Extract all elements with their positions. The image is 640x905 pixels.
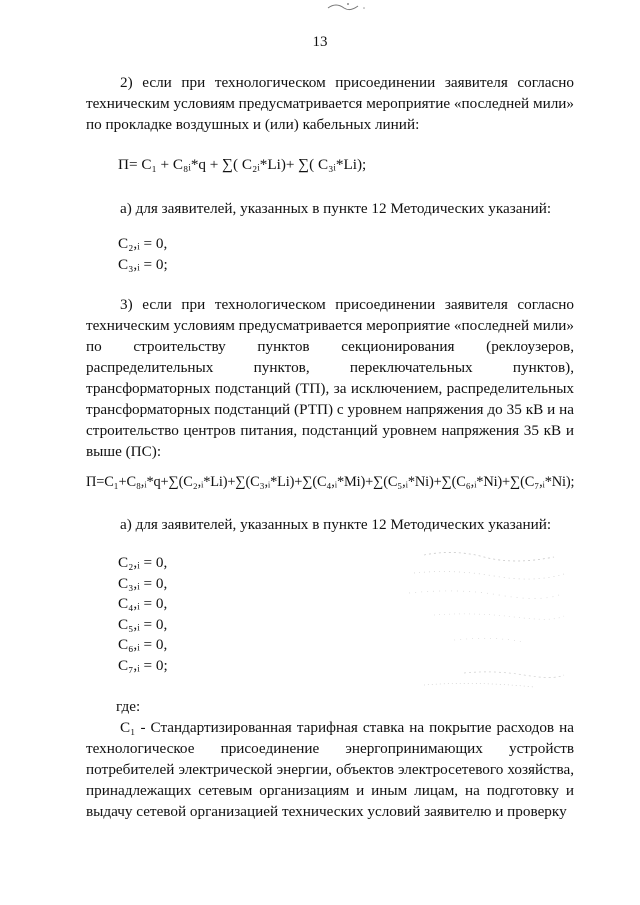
item2-equalities bbox=[118, 234, 168, 275]
item3-formula: П=C₁+C₈,ᵢ*q+∑(C₂,ᵢ*Li)+∑(C₃,ᵢ*Li)+∑(C₄,ᵢ*Mi)+∑(C₅,ᵢ*Ni)+∑(C₆,ᵢ*Ni)+∑(C₇,ᵢ*Ni); bbox=[86, 474, 575, 490]
item3-equality: C₇,ᵢ = 0; bbox=[118, 656, 168, 674]
item3-paragraph: 3) если при технологическом присоединении заявителя согласно техническим условиям предусматривается мероприятие «последней мили» по строительству пунктов секционирования (реклоузеров, распределительных пунктов, переключательных пунктов), трансформаторных подстанций (ТП), за исключением, распределительных трансформаторных подстанций (РТП) с уровнем напряжения до 35 кВ и на строительство центров питания, подстанций уровнем напряжения 35 кВ и выше (ПС): bbox=[86, 296, 574, 460]
item3-equality: C₃,ᵢ = 0, bbox=[118, 574, 168, 592]
stamp-artifact bbox=[404, 545, 574, 695]
item3-equality: C₅,ᵢ = 0, bbox=[118, 615, 168, 633]
scan-artifact-mark bbox=[318, 0, 378, 22]
item2-formula: П= C₁ + C₈ᵢ*q + ∑( C₂ᵢ*Li)+ ∑( C₃ᵢ*Li); bbox=[118, 156, 367, 173]
where-label: где: bbox=[116, 698, 141, 715]
item2-paragraph: 2) если при технологическом присоединении заявителя согласно техническим условиям предусматривается мероприятие «последней мили» по прокладке воздушных и (или) кабельных линий: bbox=[86, 74, 574, 133]
page-number: 13 bbox=[312, 34, 328, 50]
item3-applicants-note: а) для заявителей, указанных в пункте 12 Методических указаний: bbox=[120, 516, 552, 533]
item3-equalities bbox=[118, 553, 168, 676]
item3-equality: C₂,ᵢ = 0, bbox=[118, 554, 168, 571]
item2-applicants-note: а) для заявителей, указанных в пункте 12 Методических указаний: bbox=[120, 200, 552, 217]
item2-equality: C₂,ᵢ = 0, bbox=[118, 235, 168, 252]
item3-equality: C₄,ᵢ = 0, bbox=[118, 595, 168, 612]
c1-definition: C₁ - Стандартизированная тарифная ставка на покрытие расходов на технологическое присоединение энергопринимающих устройств потребителей электрической энергии, объектов электросетевого хозяйства, принадлежащих сетевым организациям и иным лицам, на подготовку и выдачу сетевой организацией технических условий заявителю и проверку bbox=[86, 719, 574, 820]
item2-equality: C₃,ᵢ = 0; bbox=[118, 255, 168, 273]
item3-equality: C₆,ᵢ = 0, bbox=[118, 636, 168, 653]
